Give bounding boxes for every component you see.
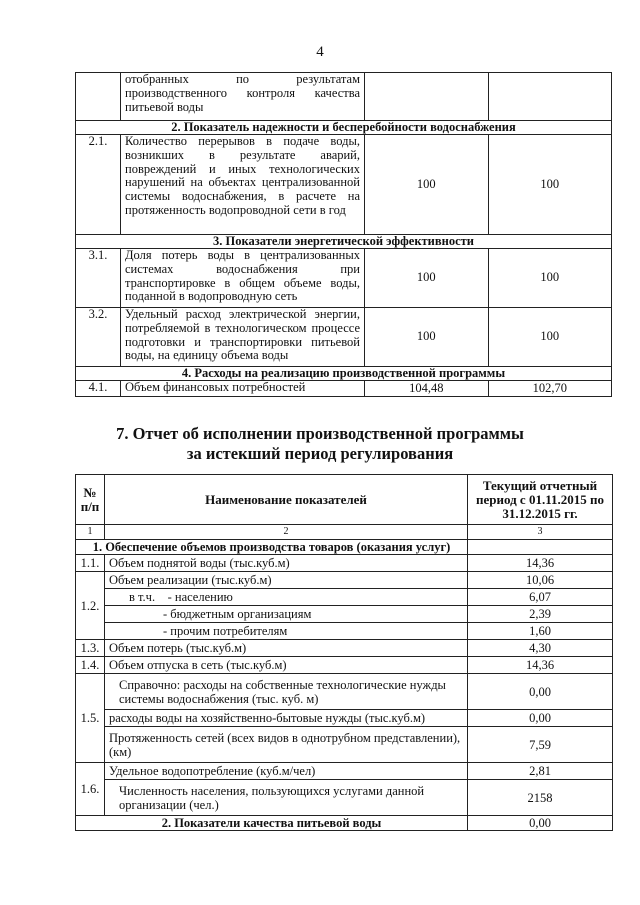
table-row xyxy=(76,135,612,235)
section-title: 2. Показатели качества питьевой воды xyxy=(76,816,468,831)
row-number: 1.2. xyxy=(76,572,105,640)
section-heading xyxy=(0,424,640,464)
indicator-value: 0,00 xyxy=(468,674,613,710)
indicator-value: 2,81 xyxy=(468,763,613,780)
indicator-name: Объем поднятой воды (тыс.куб.м) xyxy=(105,555,468,572)
indicator-text: Количество перерывов в подаче воды, возникших в результате аварий, повреждений и иных технологических нарушений на объектах централизованной системы водоснабжения, в расчете на протяженность водопроводной сети в год xyxy=(121,135,365,235)
indicator-value: 7,59 xyxy=(468,727,613,763)
indicator-value: 0,00 xyxy=(468,710,613,727)
table-row xyxy=(76,780,613,816)
column-number: 2 xyxy=(105,525,468,540)
row-number: 1.1. xyxy=(76,555,105,572)
row-number: 2.1. xyxy=(76,135,121,235)
section-row xyxy=(76,235,612,249)
indicator-value: 2158 xyxy=(468,780,613,816)
table-row xyxy=(76,674,613,710)
plan-value: 100 xyxy=(365,249,489,308)
indicator-name: в т.ч. - населению xyxy=(105,589,468,606)
table-row xyxy=(76,381,612,397)
column-number: 1 xyxy=(76,525,105,540)
table-row xyxy=(76,727,613,763)
indicator-value: 10,06 xyxy=(468,572,613,589)
indicator-name: - прочим потребителям xyxy=(105,623,468,640)
indicator-name: Объем реализации (тыс.куб.м) xyxy=(105,572,468,589)
row-number: 4.1. xyxy=(76,381,121,397)
table-row xyxy=(76,589,613,606)
section-title: 4. Расходы на реализацию производственной программы xyxy=(76,367,612,381)
fact-value: 100 xyxy=(488,249,612,308)
section-row xyxy=(76,121,612,135)
header-period: Текущий отчетный период с 01.11.2015 по 31.12.2015 гг. xyxy=(468,475,613,525)
column-number-row xyxy=(76,525,613,540)
page-number: 4 xyxy=(316,44,324,60)
indicator-text: Удельный расход электрической энергии, потребляемой в технологическом процессе подготовки и транспортировки питьевой воды, на единицу объема воды xyxy=(121,308,365,367)
table-row xyxy=(76,606,613,623)
row-number: 3.1. xyxy=(76,249,121,308)
indicator-value: 2,39 xyxy=(468,606,613,623)
table-row xyxy=(76,308,612,367)
table-row xyxy=(76,657,613,674)
section-row xyxy=(76,816,613,831)
plan-value: 104,48 xyxy=(365,381,489,397)
row-number: 1.5. xyxy=(76,674,105,763)
header-number: № п/п xyxy=(76,475,105,525)
column-number: 3 xyxy=(468,525,613,540)
indicator-value: 14,36 xyxy=(468,555,613,572)
row-number: 1.3. xyxy=(76,640,105,657)
heading-line-2: за истекший период регулирования xyxy=(186,444,454,463)
fact-value: 100 xyxy=(488,135,612,235)
plan-value: 100 xyxy=(365,135,489,235)
table-row xyxy=(76,640,613,657)
indicator-text: отобранных по результатам производственного контроля качества питьевой воды xyxy=(121,73,365,121)
report-table xyxy=(75,474,613,831)
header-name: Наименование показателей xyxy=(105,475,468,525)
indicator-name: Объем отпуска в сеть (тыс.куб.м) xyxy=(105,657,468,674)
table-row xyxy=(76,73,612,121)
plan-value: 100 xyxy=(365,308,489,367)
table-row xyxy=(76,249,612,308)
indicator-name: Удельное водопотребление (куб.м/чел) xyxy=(105,763,468,780)
indicator-name: - бюджетным организациям xyxy=(105,606,468,623)
indicator-value: 1,60 xyxy=(468,623,613,640)
fact-value: 102,70 xyxy=(488,381,612,397)
section-title: 3. Показатели энергетической эффективности xyxy=(76,235,612,249)
row-number: 3.2. xyxy=(76,308,121,367)
fact-value: 100 xyxy=(488,308,612,367)
row-number: 1.6. xyxy=(76,763,105,816)
indicator-text: Объем финансовых потребностей xyxy=(121,381,365,397)
header-row xyxy=(76,475,613,525)
section-title: 2. Показатель надежности и бесперебойности водоснабжения xyxy=(76,121,612,135)
indicator-value: 4,30 xyxy=(468,640,613,657)
section-title: 1. Обеспечение объемов производства товаров (оказания услуг) xyxy=(76,540,468,555)
table-row xyxy=(76,623,613,640)
indicator-text: Доля потерь воды в централизованных системах водоснабжения при транспортировке в общем объеме воды, поданной в водопроводную сеть xyxy=(121,249,365,308)
indicator-value: 6,07 xyxy=(468,589,613,606)
table-row xyxy=(76,763,613,780)
indicator-name: расходы воды на хозяйственно-бытовые нужды (тыс.куб.м) xyxy=(105,710,468,727)
indicator-name: Справочно: расходы на собственные технологические нужды системы водоснабжения (тыс. куб. м) xyxy=(105,674,468,710)
heading-line-1: 7. Отчет об исполнении производственной программы xyxy=(116,424,524,443)
section-row xyxy=(76,540,613,555)
indicator-value: 14,36 xyxy=(468,657,613,674)
indicators-table xyxy=(75,72,612,397)
section-row xyxy=(76,367,612,381)
indicator-name: Численность населения, пользующихся услугами данной организации (чел.) xyxy=(105,780,468,816)
indicator-name: Протяженность сетей (всех видов в однотрубном представлении), (км) xyxy=(105,727,468,763)
table-row xyxy=(76,572,613,589)
indicator-value: 0,00 xyxy=(468,816,613,831)
indicator-name: Объем потерь (тыс.куб.м) xyxy=(105,640,468,657)
table-row xyxy=(76,555,613,572)
row-number: 1.4. xyxy=(76,657,105,674)
table-row xyxy=(76,710,613,727)
